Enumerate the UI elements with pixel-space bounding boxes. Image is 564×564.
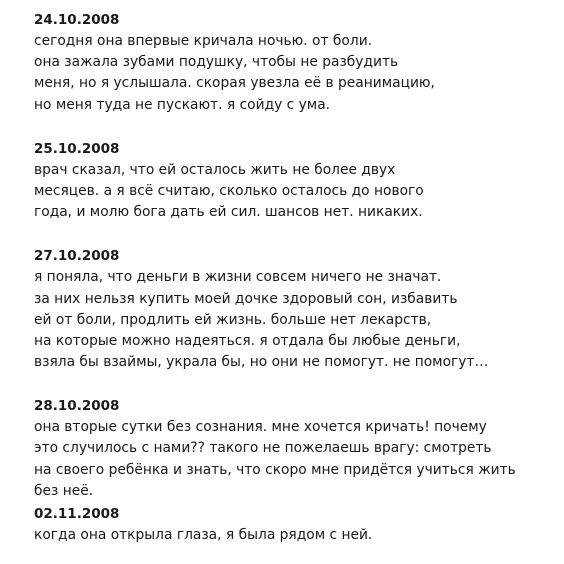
entry-line: она вторые сутки без сознания. мне хочется кричать! почему xyxy=(34,419,487,436)
diary-entry xyxy=(34,396,559,502)
entry-line: она зажала зубами подушку, чтобы не разбудить xyxy=(34,54,399,71)
entry-date: 25.10.2008 xyxy=(34,140,120,157)
entry-line: без неё. xyxy=(34,482,94,499)
entry-date: 24.10.2008 xyxy=(34,12,120,28)
entry-line: но меня туда не пускают. я сойду с ума. xyxy=(34,96,331,113)
entry-line: года, и молю бога дать ей сил. шансов нет. никаких. xyxy=(34,204,423,221)
entry-line: врач сказал, что ей осталось жить не более двух xyxy=(34,161,396,178)
entry-line: на которые можно надеяться. я отдала бы любые деньги, xyxy=(34,332,461,349)
entry-line: меня, но я услышала. скорая увезла её в реанимацию, xyxy=(34,75,435,92)
entry-line: это случилось с нами?? такого не пожелаешь врагу: смотреть xyxy=(34,440,492,457)
diary-entry xyxy=(34,10,559,116)
diary-text xyxy=(34,10,559,546)
entry-line: взяла бы взаймы, украла бы, но они не помогут. не помогут… xyxy=(34,354,489,371)
diary-entry xyxy=(34,504,559,546)
entry-line: месяцев. а я всё считаю, сколько осталось до нового xyxy=(34,182,424,199)
entry-line: на своего ребёнка и знать, что скоро мне придётся учиться жить xyxy=(34,461,516,478)
entry-date: 02.11.2008 xyxy=(34,506,120,522)
diary-entry xyxy=(34,246,559,373)
diary-entry xyxy=(34,139,559,224)
entry-date: 27.10.2008 xyxy=(34,248,120,265)
entry-date: 28.10.2008 xyxy=(34,398,120,415)
entry-line: ей от боли, продлить ей жизнь. больше нет лекарств, xyxy=(34,311,432,328)
entry-line: сегодня она впервые кричала ночью. от боли. xyxy=(34,33,373,49)
entry-line: за них нельзя купить моей дочке здоровый сон, избавить xyxy=(34,290,458,307)
entry-line: когда она открыла глаза, я была рядом с ней. xyxy=(34,527,373,543)
entry-line: я поняла, что деньги в жизни совсем ничего не значат. xyxy=(34,269,442,286)
